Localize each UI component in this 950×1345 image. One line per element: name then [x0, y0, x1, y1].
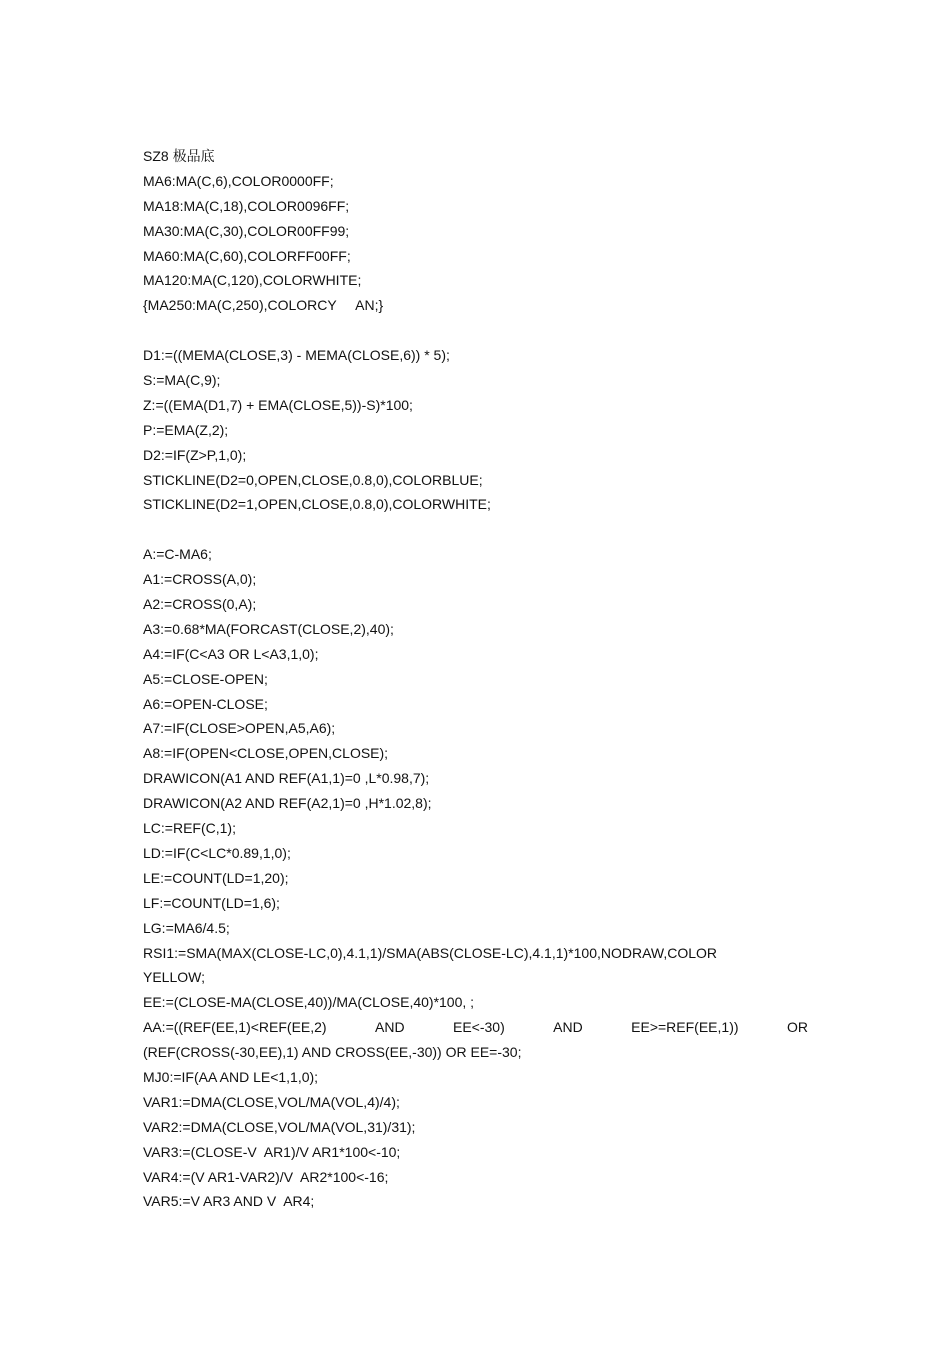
code-line: LC:=REF(C,1);	[143, 820, 236, 837]
code-line: MJ0:=IF(AA AND LE<1,1,0);	[143, 1068, 319, 1085]
code-line: LG:=MA6/4.5;	[143, 919, 230, 936]
code-line: VAR2:=DMA(CLOSE,VOL/MA(VOL,31)/31);	[143, 1118, 416, 1135]
code-line: A6:=OPEN-CLOSE;	[143, 695, 268, 712]
code-line: A3:=0.68*MA(FORCAST(CLOSE,2),40);	[143, 620, 394, 637]
code-line: {MA250:MA(C,250),COLORCY AN;}	[143, 297, 384, 314]
code-line: A:=C-MA6;	[143, 546, 212, 563]
justified-code-line	[143, 1015, 808, 1040]
code-line: Z:=((EMA(D1,7) + EMA(CLOSE,5))-S)*100;	[143, 396, 413, 413]
blank-line	[143, 318, 808, 343]
code-line: A5:=CLOSE-OPEN;	[143, 670, 268, 687]
code-token: AND	[375, 1019, 405, 1036]
code-line: MA18:MA(C,18),COLOR0096FF;	[143, 197, 350, 214]
code-line: DRAWICON(A2 AND REF(A2,1)=0 ,H*1.02,8);	[143, 795, 432, 812]
code-line: LD:=IF(C<LC*0.89,1,0);	[143, 844, 291, 861]
code-token: OR	[786, 1019, 808, 1036]
code-line: RSI1:=SMA(MAX(CLOSE-LC,0),4.1,1)/SMA(ABS(CLOSE-LC),4.1,1)*100,NODRAW,COLOR	[143, 944, 718, 961]
code-line: YELLOW;	[143, 969, 205, 986]
code-line: DRAWICON(A1 AND REF(A1,1)=0 ,L*0.98,7);	[143, 770, 430, 787]
code-line: MA120:MA(C,120),COLORWHITE;	[143, 272, 362, 289]
code-line: D1:=((MEMA(CLOSE,3) - MEMA(CLOSE,6)) * 5);	[143, 347, 450, 364]
code-token: EE<-30)	[453, 1019, 505, 1036]
blank-line	[143, 517, 808, 542]
code-line: S:=MA(C,9);	[143, 372, 221, 389]
code-line: EE:=(CLOSE-MA(CLOSE,40))/MA(CLOSE,40)*100, ;	[143, 994, 475, 1011]
code-token: AA:=((REF(EE,1)<REF(EE,2)	[143, 1019, 327, 1036]
formula-code-block	[143, 144, 808, 1214]
code-line: VAR5:=V AR3 AND V AR4;	[143, 1193, 315, 1210]
code-line: MA30:MA(C,30),COLOR00FF99;	[143, 222, 350, 239]
code-line: MA6:MA(C,6),COLOR0000FF;	[143, 172, 334, 189]
formula-title: SZ8 极品底	[143, 148, 215, 164]
code-line: LF:=COUNT(LD=1,6);	[143, 894, 280, 911]
code-line: VAR1:=DMA(CLOSE,VOL/MA(VOL,4)/4);	[143, 1093, 400, 1110]
code-line: D2:=IF(Z>P,1,0);	[143, 446, 247, 463]
code-line: VAR3:=(CLOSE-V AR1)/V AR1*100<-10;	[143, 1143, 401, 1160]
code-line: A2:=CROSS(0,A);	[143, 596, 257, 613]
code-line: A8:=IF(OPEN<CLOSE,OPEN,CLOSE);	[143, 745, 389, 762]
code-line: LE:=COUNT(LD=1,20);	[143, 869, 289, 886]
code-token: EE>=REF(EE,1))	[631, 1019, 739, 1036]
code-token: AND	[553, 1019, 583, 1036]
code-line: A7:=IF(CLOSE>OPEN,A5,A6);	[143, 720, 336, 737]
code-line: A1:=CROSS(A,0);	[143, 571, 257, 588]
code-line: STICKLINE(D2=0,OPEN,CLOSE,0.8,0),COLORBLUE;	[143, 471, 483, 488]
code-line: P:=EMA(Z,2);	[143, 421, 229, 438]
code-line: STICKLINE(D2=1,OPEN,CLOSE,0.8,0),COLORWHITE;	[143, 496, 491, 513]
code-line: VAR4:=(V AR1-VAR2)/V AR2*100<-16;	[143, 1168, 389, 1185]
code-line: A4:=IF(C<A3 OR L<A3,1,0);	[143, 645, 319, 662]
code-line: MA60:MA(C,60),COLORFF00FF;	[143, 247, 351, 264]
code-line: (REF(CROSS(-30,EE),1) AND CROSS(EE,-30)) OR EE=-30;	[143, 1044, 522, 1061]
